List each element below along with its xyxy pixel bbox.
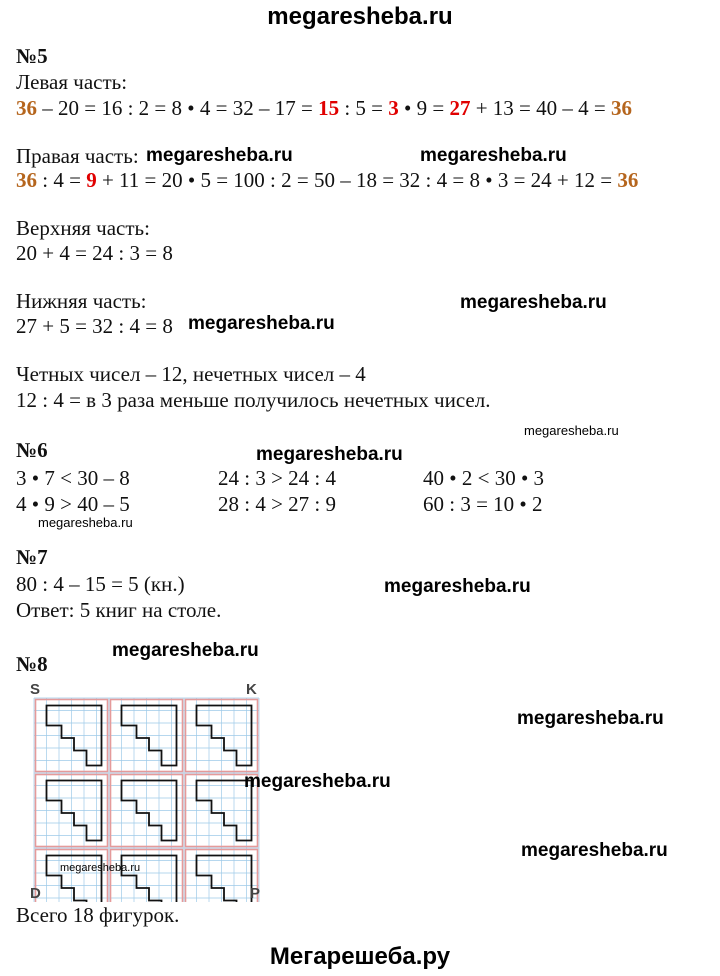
- corner-label-k: K: [246, 681, 257, 698]
- right-part-label: Правая часть:: [16, 144, 139, 168]
- comparison-1-3: 40 • 2 < 30 • 3: [423, 466, 545, 490]
- task8-number: №8: [16, 652, 48, 676]
- equation-term: 36: [610, 96, 632, 120]
- ratio-line: 12 : 4 = в 3 раза меньше получилось нечетных чисел.: [16, 388, 491, 412]
- watermark: megaresheba.ru: [384, 576, 531, 597]
- top-part-label: Верхняя часть:: [16, 216, 150, 240]
- equation-term: 9: [86, 168, 97, 192]
- watermark-small: megaresheba.ru: [524, 423, 619, 438]
- watermark-small: megaresheba.ru: [60, 862, 141, 874]
- equation-term: 36: [16, 96, 37, 120]
- equation-term: 27: [449, 96, 471, 120]
- bottom-part-label: Нижняя часть:: [16, 289, 147, 313]
- corner-label-s: S: [30, 681, 41, 698]
- watermark: megaresheba.ru: [146, 145, 293, 166]
- equation-term: 15: [318, 96, 340, 120]
- equation-term: • 9 =: [398, 96, 450, 120]
- comparison-1-2: 24 : 3 > 24 : 4: [218, 466, 337, 490]
- watermark-small: megaresheba.ru: [38, 515, 133, 530]
- watermark: megaresheba.ru: [188, 313, 335, 334]
- corner-label-p: P: [250, 885, 261, 902]
- equation-term: 3: [388, 96, 399, 120]
- top-part-equation: 20 + 4 = 24 : 3 = 8: [16, 241, 173, 265]
- watermark: megaresheba.ru: [420, 145, 567, 166]
- task7-equation: 80 : 4 – 15 = 5 (кн.): [16, 572, 185, 596]
- comparison-1-1: 3 • 7 < 30 – 8: [16, 466, 130, 490]
- watermark: megaresheba.ru: [112, 640, 259, 661]
- equation-term: + 13 = 40 – 4 =: [470, 96, 611, 120]
- site-footer-watermark: Мегарешеба.ру: [269, 943, 451, 970]
- site-header-watermark: megaresheba.ru: [267, 3, 453, 30]
- equation-term: – 20 = 16 : 2 = 8 • 4 = 32 – 17 =: [37, 96, 319, 120]
- even-odd-count: Четных чисел – 12, нечетных чисел – 4: [16, 362, 366, 386]
- corner-label-d: D: [30, 885, 41, 902]
- task6-number: №6: [16, 438, 48, 462]
- watermark: megaresheba.ru: [244, 771, 391, 792]
- task8-total: Всего 18 фигурок.: [16, 903, 180, 927]
- comparison-2-1: 4 • 9 > 40 – 5: [16, 492, 130, 516]
- left-part-label: Левая часть:: [16, 70, 128, 94]
- watermark: megaresheba.ru: [521, 840, 668, 861]
- equation-term: 36: [617, 168, 639, 192]
- task7-number: №7: [16, 545, 48, 569]
- equation-term: + 11 = 20 • 5 = 100 : 2 = 50 – 18 = 32 : 4 = 8 • 3 = 24 + 12 =: [96, 168, 618, 192]
- bottom-part-equation: 27 + 5 = 32 : 4 = 8: [16, 314, 173, 338]
- comparison-2-3: 60 : 3 = 10 • 2: [423, 492, 543, 516]
- watermark: megaresheba.ru: [256, 444, 403, 465]
- task7-answer: Ответ: 5 книг на столе.: [16, 598, 222, 622]
- left-part-equation: [16, 96, 632, 120]
- staircase-figure: [197, 856, 252, 903]
- equation-term: : 4 =: [37, 168, 87, 192]
- equation-term: 36: [16, 168, 37, 192]
- task5-number: №5: [16, 44, 48, 68]
- right-part-equation: [16, 168, 638, 192]
- watermark: megaresheba.ru: [517, 708, 664, 729]
- equation-term: : 5 =: [339, 96, 389, 120]
- comparison-2-2: 28 : 4 > 27 : 9: [218, 492, 337, 516]
- watermark: megaresheba.ru: [460, 292, 607, 313]
